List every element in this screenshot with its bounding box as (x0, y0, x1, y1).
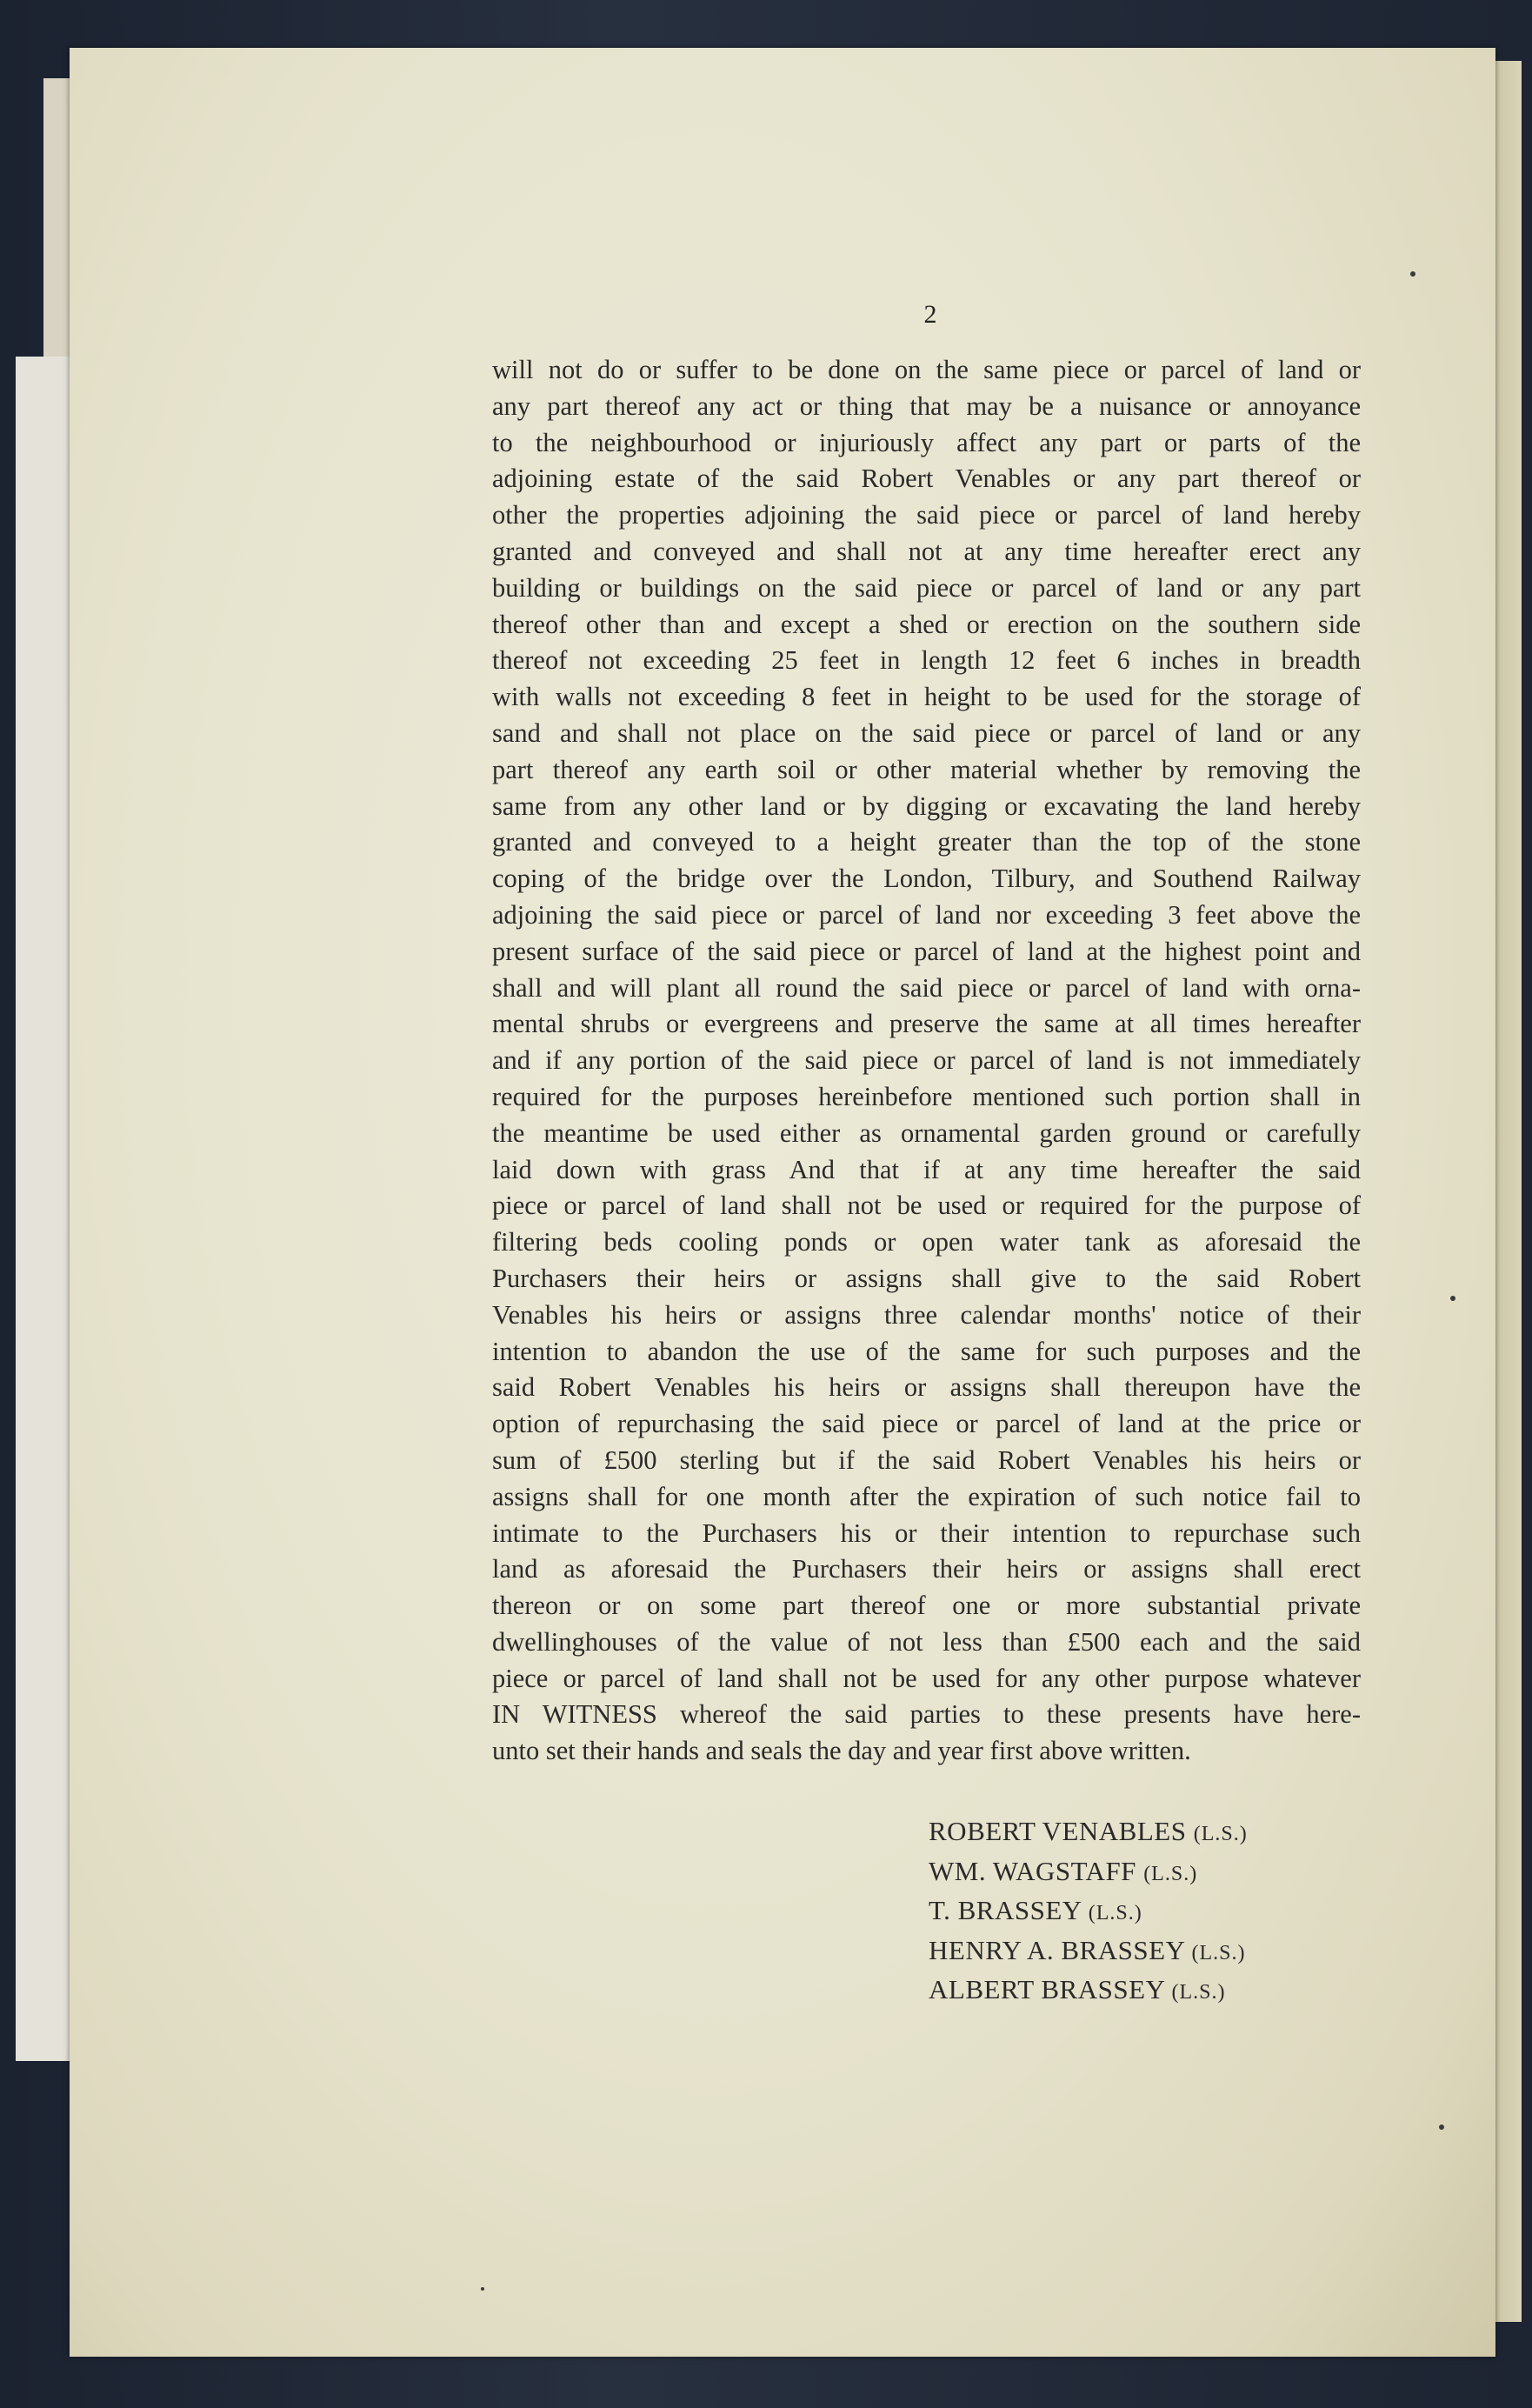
deed-line: unto set their hands and seals the day and year first above written. (492, 1736, 1191, 1766)
paper-speck (481, 2287, 484, 2291)
deed-line: filtering beds cooling ponds or open water tank as aforesaid the (492, 1227, 1361, 1257)
signatory (929, 1892, 1346, 1932)
signatory (929, 1932, 1346, 1972)
deed-line: mental shrubs or evergreens and preserve the same at all times hereafter (492, 1009, 1361, 1039)
deed-body (492, 352, 1361, 1770)
signature-block (929, 1813, 1346, 2011)
deed-line: adjoining estate of the said Robert Venables or any part thereof or (492, 464, 1361, 494)
deed-line: granted and conveyed and shall not at any time hereafter erect any (492, 536, 1361, 566)
seal-mark: (L.S.) (1193, 1823, 1248, 1845)
deed-line: building or buildings on the said piece or parcel of land or any part (492, 572, 1361, 603)
deed-line: option of repurchasing the said piece or parcel of land at the price or (492, 1409, 1361, 1439)
deed-line: sum of £500 sterling but if the said Robert Venables his heirs or (492, 1444, 1361, 1475)
deed-line: required for the purposes hereinbefore mentioned such portion shall in (492, 1081, 1361, 1111)
paper-speck (1450, 1296, 1455, 1301)
deed-line: other the properties adjoining the said piece or parcel of land hereby (492, 500, 1361, 530)
deed-line: Venables his heirs or assigns three calendar months' notice of their (492, 1299, 1361, 1330)
seal-mark: (L.S.) (1143, 1862, 1198, 1885)
seal-mark: (L.S.) (1171, 1981, 1226, 2004)
deed-line: will not do or suffer to be done on the same piece or parcel of land or (492, 355, 1361, 384)
signatory (929, 1813, 1346, 1853)
signatory (929, 1971, 1346, 2011)
signatory-name: ALBERT BRASSEY (929, 1974, 1165, 2004)
paper-speck (1410, 271, 1415, 277)
deed-line: assigns shall for one month after the expiration of such notice fail to (492, 1481, 1361, 1511)
deed-line: same from any other land or by digging or excavating the land hereby (492, 790, 1361, 821)
signatory-name: ROBERT VENABLES (929, 1816, 1187, 1846)
deed-line: thereof not exceeding 25 feet in length 12 feet 6 inches in breadth (492, 645, 1361, 676)
signatory (929, 1853, 1346, 1893)
deed-line: laid down with grass And that if at any time hereafter the said (492, 1154, 1361, 1184)
deed-line: any part thereof any act or thing that may be a nuisance or annoyance (492, 390, 1361, 421)
deed-line: thereof other than and except a shed or erection on the southern side (492, 609, 1361, 639)
seal-mark: (L.S.) (1191, 1941, 1246, 1964)
deed-line: piece or parcel of land shall not be used for any other purpose whatever (492, 1663, 1361, 1693)
deed-line: to the neighbourhood or injuriously affect any part or parts of the (492, 427, 1361, 457)
page-number: 2 (923, 300, 937, 329)
signatory-name: WM. WAGSTAFF (929, 1855, 1136, 1886)
deed-line: Purchasers their heirs or assigns shall give to the said Robert (492, 1263, 1361, 1293)
deed-line: adjoining the said piece or parcel of land nor exceeding 3 feet above the (492, 899, 1361, 930)
paper-speck (1439, 2125, 1444, 2130)
signatory-name: HENRY A. BRASSEY (929, 1934, 1185, 1965)
deed-line: granted and conveyed to a height greater than the top of the stone (492, 827, 1361, 857)
deed-line: coping of the bridge over the London, Tilbury, and Southend Railway (492, 864, 1361, 894)
deed-line: shall and will plant all round the said piece or parcel of land with orna- (492, 972, 1361, 1003)
signatory-name: T. BRASSEY (929, 1895, 1082, 1925)
deed-line: said Robert Venables his heirs or assigns shall thereupon have the (492, 1372, 1361, 1403)
deed-line: sand and shall not place on the said piece or parcel of land or any (492, 717, 1361, 748)
deed-line: part thereof any earth soil or other material whether by removing the (492, 754, 1361, 784)
deed-line: intention to abandon the use of the same for such purposes and the (492, 1336, 1361, 1366)
deed-line: present surface of the said piece or parcel of land at the highest point and (492, 936, 1361, 966)
deed-line: land as aforesaid the Purchasers their heirs or assigns shall erect (492, 1554, 1361, 1584)
deed-line: IN WITNESS whereof the said parties to these presents have here- (492, 1699, 1361, 1730)
deed-line: piece or parcel of land shall not be used or required for the purpose of (492, 1191, 1361, 1221)
deed-line: and if any portion of the said piece or parcel of land is not immediately (492, 1045, 1361, 1076)
seal-mark: (L.S.) (1088, 1902, 1142, 1924)
deed-line: dwellinghouses of the value of not less than £500 each and the said (492, 1626, 1361, 1657)
deed-line: intimate to the Purchasers his or their intention to repurchase such (492, 1518, 1361, 1548)
deed-line: the meantime be used either as ornamental garden ground or carefully (492, 1117, 1361, 1148)
deed-line: thereon or on some part thereof one or more substantial private (492, 1591, 1361, 1621)
deed-line: with walls not exceeding 8 feet in height to be used for the storage of (492, 682, 1361, 712)
